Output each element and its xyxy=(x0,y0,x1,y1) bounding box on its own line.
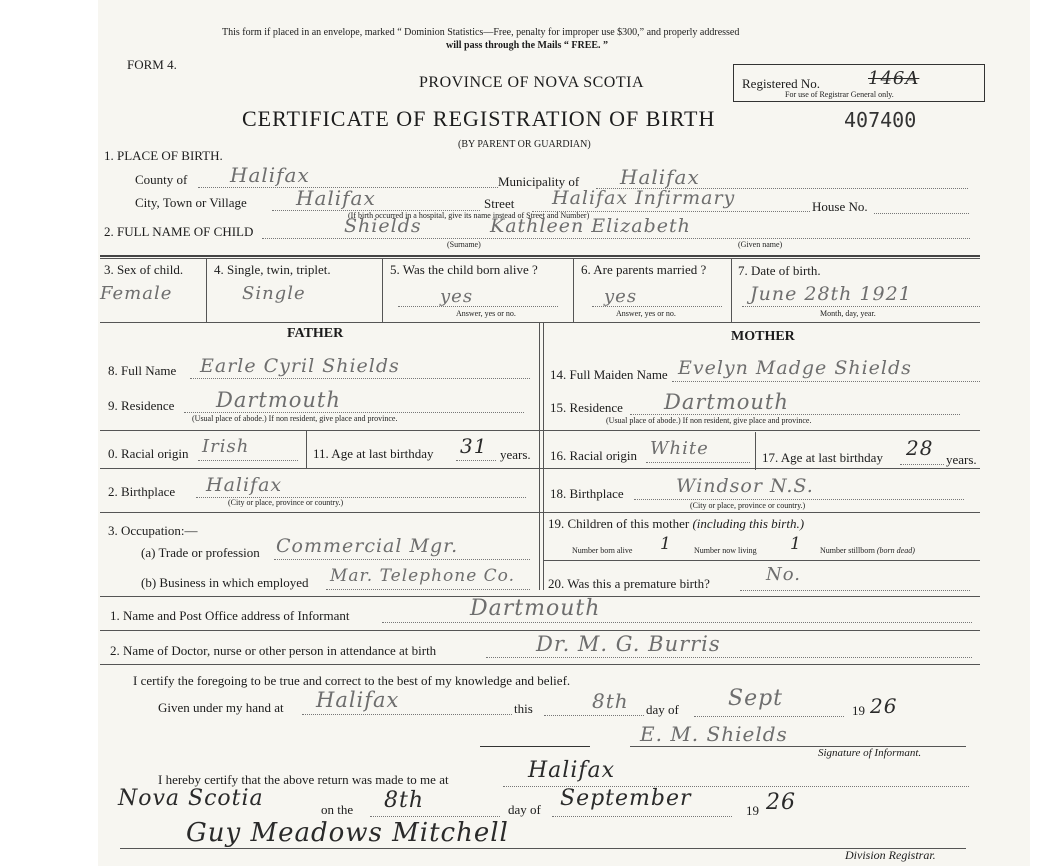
registrar-note: For use of Registrar General only. xyxy=(785,90,894,99)
certify-day-line xyxy=(544,715,644,716)
sex-value: Female xyxy=(100,283,173,304)
registrar-day-line xyxy=(370,816,500,817)
city-label: City, Town or Village xyxy=(135,195,247,210)
informant-value: Dartmouth xyxy=(470,596,601,621)
certify-statement: I certify the foregoing to be true and correct to the best of my knowledge and belief. xyxy=(133,673,571,688)
doctor-top-rule xyxy=(100,630,980,631)
certify-month-line xyxy=(694,716,844,717)
row-top-rule xyxy=(100,255,980,257)
child-given-value: Kathleen Elizabeth xyxy=(490,215,691,237)
father-racial-value: Irish xyxy=(202,436,250,457)
birthplace-top-rule xyxy=(100,468,980,469)
mother-age-years: years. xyxy=(946,452,977,467)
father-age-value: 31 xyxy=(460,434,488,458)
father-birthplace-caption: (City or place, province or country.) xyxy=(228,498,344,507)
row-top-rule-2 xyxy=(100,258,980,259)
father-occupation-label: 3. Occupation:— xyxy=(108,523,198,538)
born-alive-label: 5. Was the child born alive ? xyxy=(390,262,538,277)
parents-married-value: yes xyxy=(604,286,638,307)
mother-racial-label: 16. Racial origin xyxy=(550,448,638,463)
certificate-subtitle: (BY PARENT OR GUARDIAN) xyxy=(458,139,591,150)
plurality-label: 4. Single, twin, triplet. xyxy=(214,262,331,277)
date-of-birth-line xyxy=(742,306,980,307)
child-surname-value: Shields xyxy=(344,215,422,237)
province-heading: PROVINCE OF NOVA SCOTIA xyxy=(419,74,645,91)
registrar-month-value: September xyxy=(560,786,692,811)
postal-notice-line2: will pass through the Mails “ FREE. ” xyxy=(446,40,609,51)
given-place-value: Halifax xyxy=(316,688,400,712)
certify-top-rule xyxy=(100,664,980,665)
father-racial-line xyxy=(198,460,298,461)
mother-age-value: 28 xyxy=(906,436,934,460)
father-trade-value: Commercial Mgr. xyxy=(276,535,459,557)
informant-signature: E. M. Shields xyxy=(640,722,788,746)
father-heading: FATHER xyxy=(287,326,344,341)
divider-5 xyxy=(573,258,574,322)
mother-racial-line xyxy=(646,462,750,463)
postal-notice-line1: This form if placed in an envelope, marked “ Dominion Statistics—Free, penalty for improper use $300,” and properly addressed xyxy=(222,27,740,38)
registrar-signature-line xyxy=(120,848,966,849)
father-birthplace-label: 2. Birthplace xyxy=(108,484,176,499)
certificate-number: 407400 xyxy=(844,108,917,132)
county-value: Halifax xyxy=(230,163,310,187)
children-bottom-rule xyxy=(543,560,980,561)
municipality-label: Municipality of xyxy=(498,174,580,189)
division-registrar-caption: Division Registrar. xyxy=(845,848,936,862)
born-alive-line xyxy=(398,306,558,307)
mother-racial-value: White xyxy=(650,438,709,459)
registrar-place-value: Halifax xyxy=(528,758,616,783)
father-business-value: Mar. Telephone Co. xyxy=(330,566,516,586)
registrar-on-the: on the xyxy=(321,802,354,817)
born-alive-value: yes xyxy=(440,286,474,307)
given-place-line xyxy=(302,714,512,715)
registrar-year-prefix: 19 xyxy=(746,803,759,818)
father-age-label: 11. Age at last birthday xyxy=(313,446,434,461)
living-count-value: 1 xyxy=(790,534,802,554)
stillborn-label-text: Number stillborn xyxy=(820,546,875,555)
occupation-top-rule xyxy=(100,512,980,513)
stillborn-note: (born dead) xyxy=(876,546,915,555)
street-label: Street xyxy=(484,196,515,211)
born-alive-count-value: 1 xyxy=(660,534,672,554)
date-of-birth-label: 7. Date of birth. xyxy=(738,263,821,278)
living-count-label: Number now living xyxy=(694,546,757,555)
sex-label: 3. Sex of child. xyxy=(104,262,184,277)
separator-rule xyxy=(480,746,590,747)
divider-6 xyxy=(731,258,732,322)
father-business-line xyxy=(326,589,530,590)
registrar-day-value: 8th xyxy=(384,788,425,813)
registrar-year-value: 26 xyxy=(766,790,796,815)
mother-birthplace-value: Windsor N.S. xyxy=(676,475,814,497)
informant-label: 1. Name and Post Office address of Informant xyxy=(110,608,350,623)
date-of-birth-caption: Month, day, year. xyxy=(820,309,876,318)
given-name-caption: (Given name) xyxy=(738,240,783,249)
stillborn-label xyxy=(820,546,915,555)
father-residence-label: 9. Residence xyxy=(108,398,175,413)
city-value: Halifax xyxy=(296,186,376,210)
father-name-line xyxy=(190,378,530,379)
divider-4 xyxy=(382,258,383,322)
mother-age-divider xyxy=(755,432,756,470)
father-age-divider xyxy=(306,430,307,468)
racial-top-rule xyxy=(100,430,980,431)
hospital-note: (If birth occurred in a hospital, give its name instead of Street and Number) xyxy=(348,211,590,220)
registrar-province-value: Nova Scotia xyxy=(118,786,264,811)
informant-line xyxy=(382,622,972,623)
born-alive-caption: Answer, yes or no. xyxy=(456,309,516,318)
child-name-label: 2. FULL NAME OF CHILD xyxy=(104,224,254,239)
certify-day-of: day of xyxy=(646,702,679,717)
given-under-hand-label: Given under my hand at xyxy=(158,700,284,715)
certificate-title: CERTIFICATE OF REGISTRATION OF BIRTH xyxy=(242,106,716,131)
mother-birthplace-label: 18. Birthplace xyxy=(550,486,624,501)
born-alive-count-label: Number born alive xyxy=(572,546,633,555)
street-value: Halifax Infirmary xyxy=(552,187,736,209)
mother-residence-value: Dartmouth xyxy=(664,390,789,414)
mother-residence-label: 15. Residence xyxy=(550,400,623,415)
certify-year-value: 26 xyxy=(870,694,898,718)
father-age-years: years. xyxy=(500,447,531,462)
plurality-value: Single xyxy=(242,283,306,304)
municipality-value: Halifax xyxy=(620,165,700,189)
divider-3 xyxy=(206,258,207,322)
mother-age-line xyxy=(900,464,944,465)
mother-residence-caption: (Usual place of abode.) If non resident, give place and province. xyxy=(606,416,812,425)
parents-married-label: 6. Are parents married ? xyxy=(581,262,707,277)
father-birthplace-value: Halifax xyxy=(206,474,283,496)
children-label-text: 19. Children of this mother xyxy=(548,516,690,531)
mother-name-line xyxy=(672,381,980,382)
mother-residence-line xyxy=(630,414,960,415)
date-of-birth-value: June 28th 1921 xyxy=(750,283,912,305)
parents-divider xyxy=(539,322,540,590)
mother-heading: MOTHER xyxy=(731,329,795,344)
surname-caption: (Surname) xyxy=(447,240,481,249)
premature-label: 20. Was this a premature birth? xyxy=(548,576,710,591)
children-label-italic: (including this birth.) xyxy=(692,516,805,531)
father-racial-label: 0. Racial origin xyxy=(108,446,189,461)
premature-line xyxy=(740,590,970,591)
mother-name-label: 14. Full Maiden Name xyxy=(550,367,668,382)
mother-age-label: 17. Age at last birthday xyxy=(762,450,883,465)
father-residence-value: Dartmouth xyxy=(216,388,341,412)
child-name-line xyxy=(262,238,970,239)
house-number-line xyxy=(874,213,969,214)
registrar-signature: Guy Meadows Mitchell xyxy=(186,818,509,848)
father-residence-line xyxy=(184,412,524,413)
parents-top-rule xyxy=(100,322,980,323)
informant-signature-caption: Signature of Informant. xyxy=(818,747,922,759)
premature-value: No. xyxy=(766,564,801,585)
doctor-label: 2. Name of Doctor, nurse or other person in attendance at birth xyxy=(110,643,437,658)
house-number-label: House No. xyxy=(812,199,868,214)
father-trade-line xyxy=(274,559,530,560)
doctor-line xyxy=(486,657,972,658)
father-business-label: (b) Business in which employed xyxy=(141,575,309,590)
father-age-line xyxy=(456,460,496,461)
registrar-month-line xyxy=(552,816,732,817)
registrar-statement: I hereby certify that the above return was made to me at xyxy=(158,772,449,787)
certify-this: this xyxy=(514,701,533,716)
certify-year-prefix: 19 xyxy=(852,703,865,718)
registrar-day-of: day of xyxy=(508,802,541,817)
father-trade-label: (a) Trade or profession xyxy=(141,545,260,560)
parents-married-caption: Answer, yes or no. xyxy=(616,309,676,318)
form-number: FORM 4. xyxy=(127,57,177,72)
doctor-value: Dr. M. G. Burris xyxy=(536,632,721,656)
children-label xyxy=(548,516,804,532)
parents-divider-2 xyxy=(543,322,544,590)
mother-birthplace-caption: (City or place, province or country.) xyxy=(690,501,806,510)
mother-birthplace-line xyxy=(634,499,964,500)
registered-label: Registered No. xyxy=(742,76,820,91)
mother-name-value: Evelyn Madge Shields xyxy=(678,357,912,379)
registered-value: 146A xyxy=(868,68,920,89)
county-label: County of xyxy=(135,172,188,187)
place-of-birth-label: 1. PLACE OF BIRTH. xyxy=(104,148,223,163)
father-name-label: 8. Full Name xyxy=(108,363,177,378)
father-name-value: Earle Cyril Shields xyxy=(200,355,400,377)
father-residence-caption: (Usual place of abode.) If non resident, give place and province. xyxy=(192,414,398,423)
certify-month-value: Sept xyxy=(728,686,784,711)
certify-day-value: 8th xyxy=(592,689,629,713)
